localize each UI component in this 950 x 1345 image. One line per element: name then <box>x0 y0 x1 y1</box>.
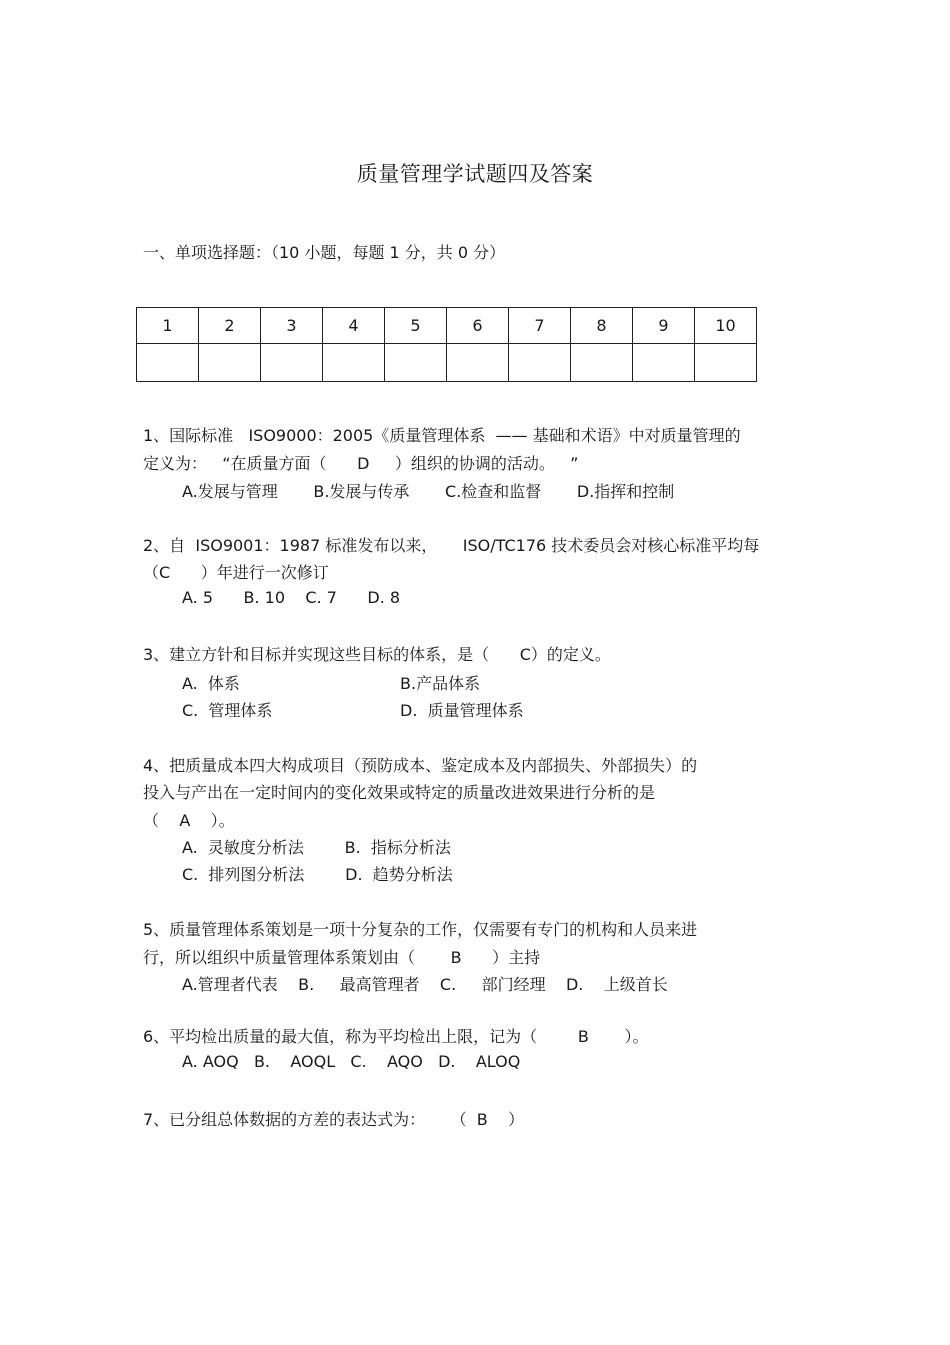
question-5-line-1: 5、质量管理体系策划是一项十分复杂的工作，仅需要有专门的机构和人员来进 <box>143 920 698 939</box>
question-3-option-c: C. 管理体系 <box>182 701 273 720</box>
section-heading: 一、单项选择题：（10 小题，每题 1 分，共 0 分） <box>143 243 506 262</box>
answer-table <box>136 307 757 382</box>
answer-table-blank-row <box>137 344 757 382</box>
answer-table-header-cell: 4 <box>323 308 385 344</box>
question-5-line-2: 行，所以组织中质量管理体系策划由（ B ）主持 <box>143 948 541 967</box>
answer-table-header-cell: 10 <box>695 308 757 344</box>
question-2-line-2: （C ）年进行一次修订 <box>143 563 329 582</box>
question-1-line-1: 1、国际标准 ISO9000：2005《质量管理体系 —— 基础和术语》中对质量管理的 <box>143 426 741 445</box>
answer-table-header-cell: 6 <box>447 308 509 344</box>
answer-table-header-cell: 3 <box>261 308 323 344</box>
question-4-options-1: A. 灵敏度分析法 B. 指标分析法 <box>182 838 451 857</box>
question-7-line-1: 7、已分组总体数据的方差的表达式为： （ B ） <box>143 1110 525 1129</box>
answer-table-header-row <box>137 308 757 344</box>
answer-cell <box>137 344 199 382</box>
question-3-option-b: B.产品体系 <box>400 674 481 693</box>
question-1-line-2: 定义为： “在质量方面（ D ）组织的协调的活动。 ” <box>143 454 579 473</box>
question-6-options: A. AOQ B. AOQL C. AQO D. ALOQ <box>182 1052 521 1071</box>
answer-table-header-cell: 2 <box>199 308 261 344</box>
answer-cell <box>633 344 695 382</box>
answer-cell <box>385 344 447 382</box>
question-4-line-3: （ A ）。 <box>143 811 235 830</box>
question-1-options: A.发展与管理 B.发展与传承 C.检查和监督 D.指挥和控制 <box>182 482 675 501</box>
answer-table-header-cell: 8 <box>571 308 633 344</box>
question-4-line-2: 投入与产出在一定时间内的变化效果或特定的质量改进效果进行分析的是 <box>143 783 656 802</box>
page-title: 质量管理学试题四及答案 <box>356 162 594 186</box>
answer-table-header-cell: 9 <box>633 308 695 344</box>
question-2-options: A. 5 B. 10 C. 7 D. 8 <box>182 588 401 607</box>
question-4-line-1: 4、把质量成本四大构成项目（预防成本、鉴定成本及内部损失、外部损失）的 <box>143 756 698 775</box>
answer-table-header-cell: 7 <box>509 308 571 344</box>
answer-cell <box>323 344 385 382</box>
answer-cell <box>199 344 261 382</box>
question-3-line-1: 3、建立方针和目标并实现这些目标的体系，是（ C）的定义。 <box>143 645 611 664</box>
answer-table-header-cell: 1 <box>137 308 199 344</box>
question-2-line-1: 2、自 ISO9001：1987 标准发布以来， ISO/TC176 技术委员会对核心标准平均每 <box>143 536 760 555</box>
answer-cell <box>695 344 757 382</box>
answer-cell <box>261 344 323 382</box>
answer-table-header-cell: 5 <box>385 308 447 344</box>
question-3-option-d: D. 质量管理体系 <box>400 701 524 720</box>
question-4-options-2: C. 排列图分析法 D. 趋势分析法 <box>182 865 453 884</box>
question-5-options: A.管理者代表 B. 最高管理者 C. 部门经理 D. 上级首长 <box>182 975 668 994</box>
question-6-line-1: 6、平均检出质量的最大值，称为平均检出上限，记为（ B ）。 <box>143 1027 649 1046</box>
answer-cell <box>509 344 571 382</box>
answer-cell <box>571 344 633 382</box>
answer-cell <box>447 344 509 382</box>
question-3-option-a: A. 体系 <box>182 674 240 693</box>
